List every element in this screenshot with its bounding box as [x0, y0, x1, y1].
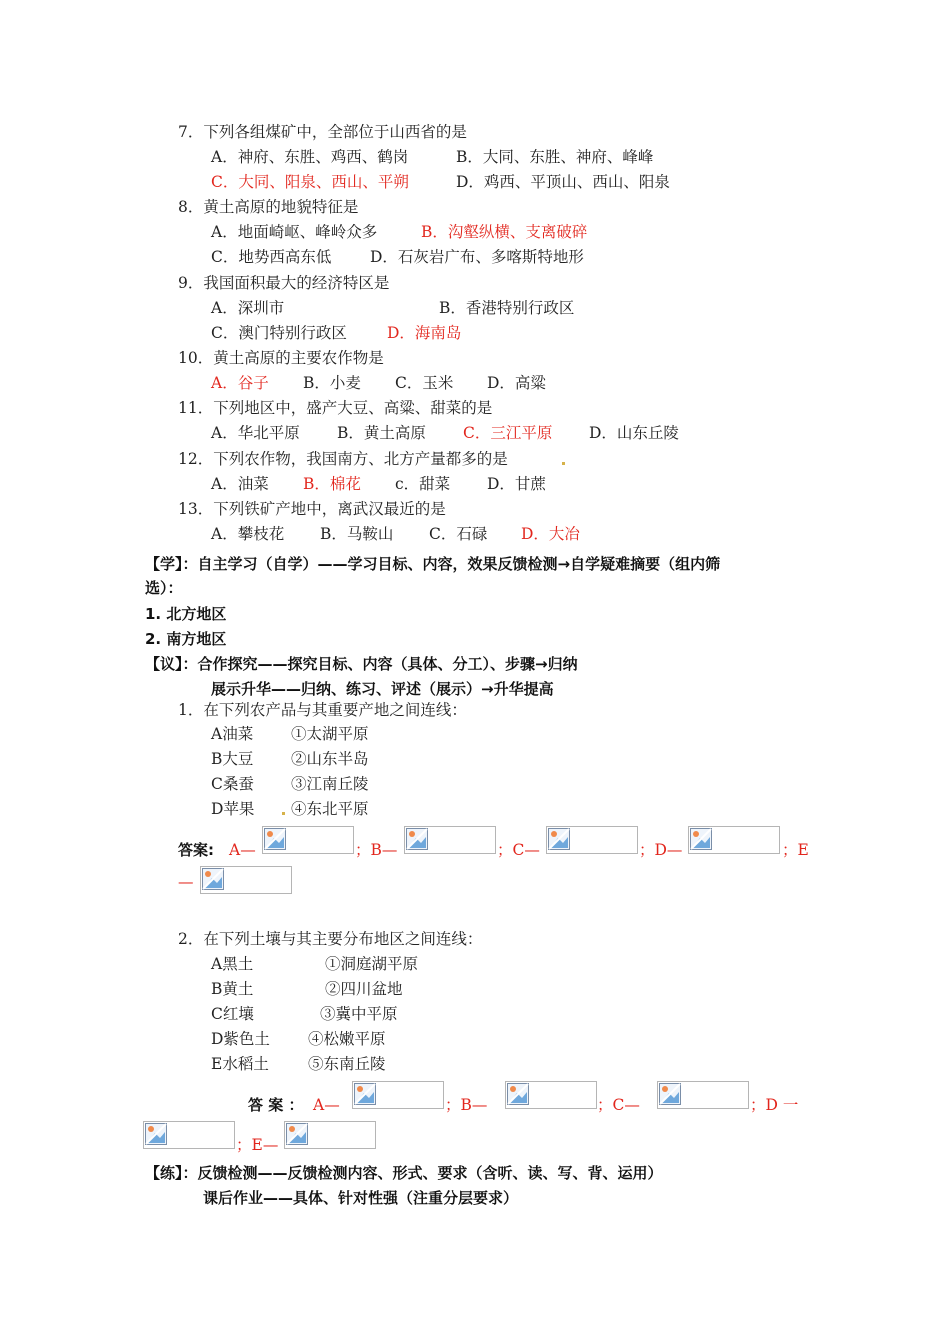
ex2-answer-a: A—: [313, 1096, 340, 1114]
broken-image-icon: [688, 826, 780, 854]
stray-mark: [282, 812, 285, 815]
ex1-left-d: D苹果: [211, 800, 255, 818]
ex2-left-b: B黄土: [211, 980, 254, 998]
ex1-answer-c: ；C—: [497, 841, 540, 859]
q12-option-b: B．棉花: [303, 475, 361, 493]
ex1-right-2: ②山东半岛: [291, 750, 369, 768]
stray-mark: [562, 462, 565, 465]
ex2-left-e: E水稻土: [211, 1055, 269, 1073]
xue-heading-line1: 【学】：自主学习（自学）——学习目标、内容，效果反馈检测→自学疑难摘要（组内筛: [145, 555, 721, 573]
q8-option-c: C．地势西高东低: [211, 248, 332, 266]
question-10-stem: 10．黄土高原的主要农作物是: [178, 349, 384, 367]
ex1-answer-b: ；B—: [355, 841, 398, 859]
exercise-1-stem: 1．在下列农产品与其重要产地之间连线：: [178, 701, 467, 719]
question-11-stem: 11．下列地区中，盛产大豆、高粱、甜菜的是: [178, 399, 493, 417]
q9-option-c: C．澳门特别行政区: [211, 324, 347, 342]
broken-image-icon: [505, 1081, 597, 1109]
q9-option-b: B．香港特别行政区: [439, 299, 575, 317]
q13-option-b: B．马鞍山: [320, 525, 394, 543]
question-13-stem: 13．下列铁矿产地中，离武汉最近的是: [178, 500, 446, 518]
question-12-stem: 12．下列农作物，我国南方、北方产量都多的是: [178, 450, 508, 468]
question-9-stem: 9．我国面积最大的经济特区是: [178, 274, 390, 292]
ex1-answer-e: ；E: [782, 841, 809, 859]
yi-heading-line1: 【议】：合作探究——探究目标、内容（具体、分工）、步骤→归纳: [145, 655, 578, 673]
broken-image-icon: [546, 826, 638, 854]
ex1-right-3: ③江南丘陵: [291, 775, 369, 793]
yi-heading-line2: 展示升华——归纳、练习、评述（展示）→升华提高: [211, 680, 554, 698]
broken-image-icon: [657, 1081, 749, 1109]
ex2-answer-e: ；E—: [236, 1136, 279, 1154]
q12-option-d: D．甘蔗: [487, 475, 546, 493]
ex1-answer-label: 答案:: [178, 841, 214, 859]
q9-option-d: D．海南岛: [387, 324, 462, 342]
q7-option-a: A．神府、东胜、鸡西、鹤岗: [211, 148, 409, 166]
q8-option-a: A．地面崎岖、峰岭众多: [211, 223, 378, 241]
xue-item-2: 2. 南方地区: [145, 630, 227, 648]
ex1-left-a: A油菜: [211, 725, 254, 743]
q11-option-a: A．华北平原: [211, 424, 300, 442]
question-7-stem: 7．下列各组煤矿中，全部位于山西省的是: [178, 123, 467, 141]
broken-image-icon: [262, 826, 354, 854]
q13-option-a: A．攀枝花: [211, 525, 285, 543]
q9-option-a: A．深圳市: [211, 299, 285, 317]
q11-option-b: B．黄土高原: [337, 424, 426, 442]
lian-heading-line2: 课后作业——具体、针对性强（注重分层要求）: [203, 1189, 519, 1207]
ex2-answer-c: ；C—: [597, 1096, 640, 1114]
ex1-answer-a: A—: [229, 841, 256, 859]
q8-option-d: D．石灰岩广布、多喀斯特地形: [370, 248, 584, 266]
question-8-stem: 8．黄土高原的地貌特征是: [178, 198, 359, 216]
ex2-left-d: D紫色土: [211, 1030, 270, 1048]
ex2-left-a: A黑土: [211, 955, 254, 973]
q11-option-c: C．三江平原: [463, 424, 553, 442]
q10-option-c: C．玉米: [395, 374, 454, 392]
q13-option-c: C．石碌: [429, 525, 488, 543]
ex2-right-5: ⑤东南丘陵: [308, 1055, 386, 1073]
xue-heading-line2: 选）：: [145, 579, 183, 597]
ex1-right-4: ④东北平原: [291, 800, 369, 818]
ex2-right-2: ②四川盆地: [325, 980, 403, 998]
q10-option-a: A．谷子: [211, 374, 269, 392]
ex1-left-b: B大豆: [211, 750, 254, 768]
ex1-left-c: C桑蚕: [211, 775, 254, 793]
q12-option-c: c．甜菜: [395, 475, 451, 493]
broken-image-icon: [200, 866, 292, 894]
broken-image-icon: [284, 1121, 376, 1149]
broken-image-icon: [404, 826, 496, 854]
q10-option-d: D．高粱: [487, 374, 546, 392]
broken-image-icon: [143, 1121, 235, 1149]
ex1-right-1: ①太湖平原: [291, 725, 369, 743]
broken-image-icon: [352, 1081, 444, 1109]
ex1-answer-d: ；D—: [639, 841, 683, 859]
xue-item-1: 1. 北方地区: [145, 605, 227, 623]
q11-option-d: D．山东丘陵: [589, 424, 679, 442]
q8-option-b: B．沟壑纵横、支离破碎: [421, 223, 588, 241]
ex2-left-c: C红壤: [211, 1005, 254, 1023]
ex2-answer-b: ；B—: [445, 1096, 488, 1114]
q7-option-b: B．大同、东胜、神府、峰峰: [456, 148, 654, 166]
lian-heading-line1: 【练】：反馈检测——反馈检测内容、形式、要求（含听、读、写、背、运用）: [145, 1164, 663, 1182]
ex2-answer-d: ；D 一: [750, 1096, 799, 1114]
ex1-answer-e-dash: —: [178, 873, 194, 891]
q10-option-b: B．小麦: [303, 374, 361, 392]
q7-option-c: C．大同、阳泉、西山、平朔: [211, 173, 409, 191]
ex2-right-4: ④松嫩平原: [308, 1030, 386, 1048]
exercise-2-stem: 2．在下列土壤与其主要分布地区之间连线：: [178, 930, 483, 948]
ex2-right-1: ①洞庭湖平原: [325, 955, 419, 973]
ex2-answer-label: 答 案 ：: [248, 1096, 304, 1114]
q13-option-d: D．大冶: [521, 525, 580, 543]
q12-option-a: A．油菜: [211, 475, 269, 493]
q7-option-d: D．鸡西、平顶山、西山、阳泉: [456, 173, 670, 191]
ex2-right-3: ③冀中平原: [320, 1005, 398, 1023]
